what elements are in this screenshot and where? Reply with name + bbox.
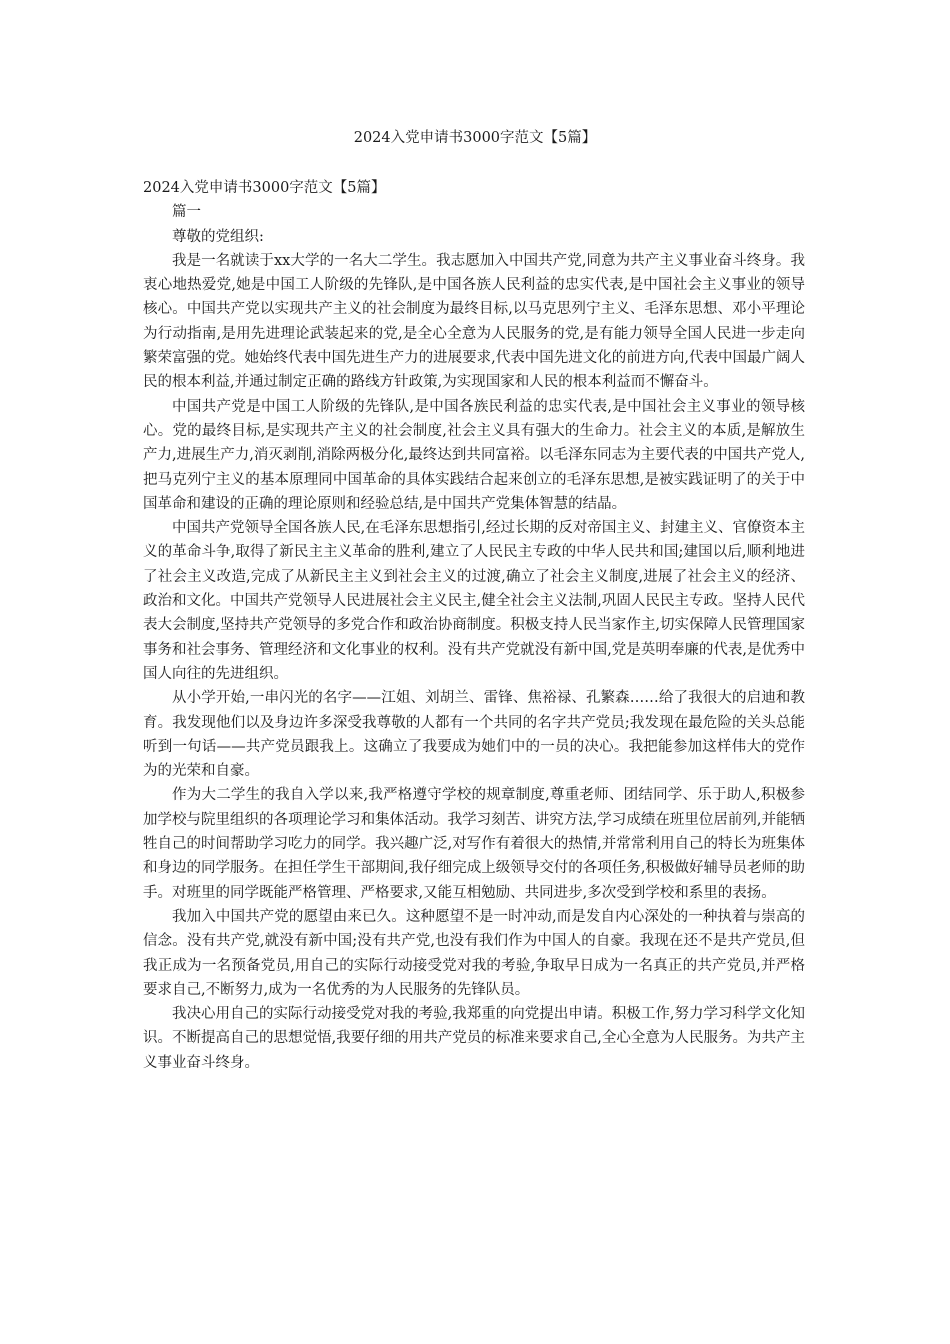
section-label: 篇一	[172, 204, 201, 221]
paragraph: 我决心用自己的实际行动接受党对我的考验,我郑重的向党提出申请。积极工作,努力学习科学文化知识。不断提高自己的思想觉悟,我要仔细的用共产党员的标准来要求自己,全心全意为人民服务。为共产主义事业奋斗终身。	[143, 1006, 805, 1071]
paragraph: 中国共产党是中国工人阶级的先锋队,是中国各族民利益的忠实代表,是中国社会主义事业的领导核心。党的最终目标,是实现共产主义的社会制度,社会主义具有强大的生命力。社会主义的本质,是解放生产力,进展生产力,消灭剥削,消除两极分化,最终达到共同富裕。以毛泽东同志为主要代表的中国共产党人,把马克列宁主义的基本原理同中国革命的具体实践结合起来创立的毛泽东思想,是被实践证明了的关于中国革命和建设的正确的理论原则和经验总结,是中国共产党集体智慧的结晶。	[143, 398, 805, 512]
paragraph: 我是一名就读于xx大学的一名大二学生。我志愿加入中国共产党,同意为共产主义事业奋斗终身。我衷心地热爱党,她是中国工人阶级的先锋队,是中国各族人民利益的忠实代表,是中国社会主义事业的领导核心。中国共产党以实现共产主义的社会制度为最终目标,以马克思列宁主义、毛泽东思想、邓小平理论为行动指南,是用先进理论武装起来的党,是全心全意为人民服务的党,是有能力领导全国人民进一步走向繁荣富强的党。她始终代表中国先进生产力的进展要求,代表中国先进文化的前进方向,代表中国最广阔人民的根本利益,并通过制定正确的路线方针政策,为实现国家和人民的根本利益而不懈奋斗。	[143, 252, 805, 391]
paragraph: 中国共产党领导全国各族人民,在毛泽东思想指引,经过长期的反对帝国主义、封建主义、官僚资本主义的革命斗争,取得了新民主主义革命的胜利,建立了人民民主专政的中华人民共和国;建国以后,顺利地进了社会主义改造,完成了从新民主主义到社会主义的过渡,确立了社会主义制度,进展了社会主义的经济、政治和文化。中国共产党领导人民进展社会主义民主,健全社会主义法制,巩固人民民主专政。坚持人民代表大会制度,坚持共产党领导的多党合作和政治协商制度。积极支持人民当家作主,切实保障人民管理国家事务和社会事务、管理经济和文化事业的权利。没有共产党就没有新中国,党是英明奉廉的代表,是优秀中国人向往的先进组织。	[143, 520, 805, 682]
paragraph: 作为大二学生的我自入学以来,我严格遵守学校的规章制度,尊重老师、团结同学、乐于助人,积极参加学校与院里组织的各项理论学习和集体活动。我学习刻苦、讲究方法,学习成绩在班里位居前列,并能牺牲自己的时间帮助学习吃力的同学。我兴趣广泛,对写作有着很大的热情,并常常利用自己的特长为班集体和身边的同学服务。在担任学生干部期间,我仔细完成上级领导交付的各项任务,积极做好辅导员老师的助手。对班里的同学既能严格管理、严格要求,又能互相勉励、共同进步,多次受到学校和系里的表扬。	[143, 787, 805, 901]
paragraph: 从小学开始,一串闪光的名字——江姐、刘胡兰、雷锋、焦裕禄、孔繁森……给了我很大的启迪和教育。我发现他们以及身边许多深受我尊敬的人都有一个共同的名字共产党员;我发现在最危险的关头总能听到一句话——共产党员跟我上。这确立了我要成为她们中的一员的决心。我把能参加这样伟大的党作为的光荣和自豪。	[143, 690, 805, 780]
document-body	[143, 176, 805, 1075]
paragraph: 我加入中国共产党的愿望由来已久。这种愿望不是一时冲动,而是发自内心深处的一种执着与崇高的信念。没有共产党,就没有新中国;没有共产党,也没有我们作为中国人的自豪。我现在还不是共产党员,但我正成为一名预备党员,用自己的实际行动接受党对我的考验,争取早日成为一名真正的共产党员,并严格要求自己,不断努力,成为一名优秀的为人民服务的先锋队员。	[143, 908, 805, 998]
salutation: 尊敬的党组织:	[172, 228, 264, 245]
document-subtitle: 2024入党申请书3000字范文【5篇】	[143, 180, 386, 196]
document-title: 2024入党申请书3000字范文【5篇】	[353, 130, 597, 146]
